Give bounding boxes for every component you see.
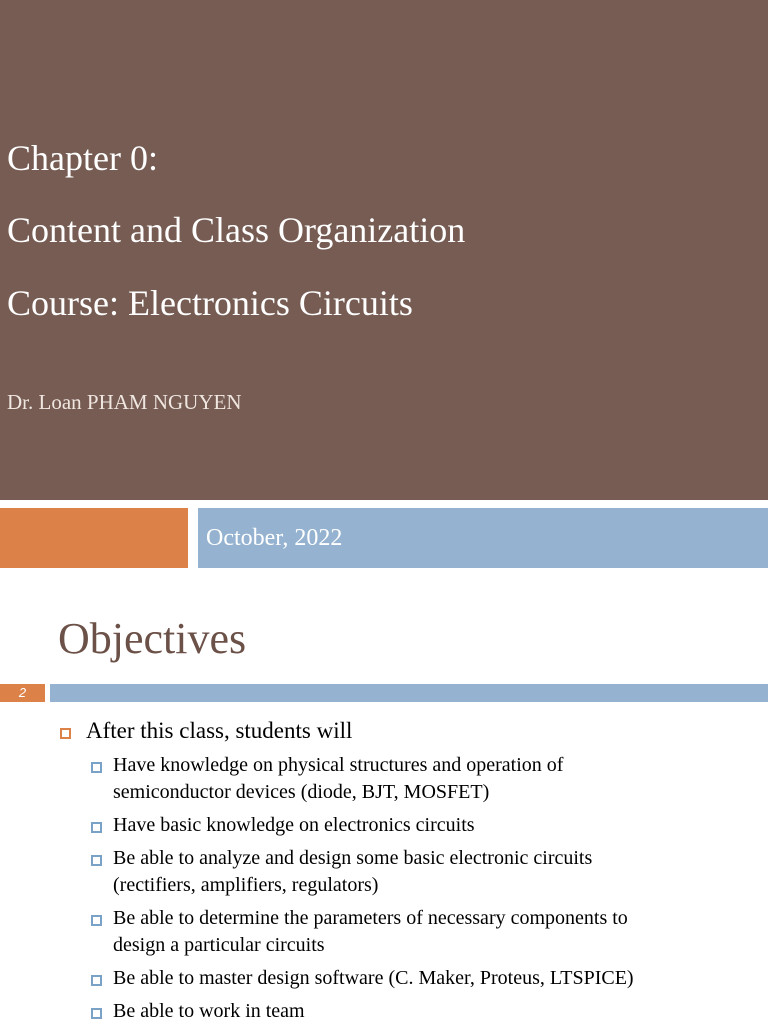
- square-bullet-icon: [91, 855, 102, 866]
- objective-item-4-line-1: Be able to determine the parameters of necessary components to: [113, 907, 628, 929]
- objective-item-1-line-1: Have knowledge on physical structures and operation of: [113, 754, 564, 776]
- author-name: Dr. Loan PHAM NGUYEN: [7, 390, 242, 414]
- square-bullet-icon: [91, 762, 102, 773]
- objective-item-5: Be able to master design software (C. Maker, Proteus, LTSPICE): [113, 967, 634, 989]
- objective-item-4-line-2: design a particular circuits: [113, 934, 325, 956]
- objective-item-2: Have basic knowledge on electronics circuits: [113, 814, 475, 836]
- objective-item-1-line-2: semiconductor devices (diode, BJT, MOSFET): [113, 781, 490, 803]
- objective-item-3-line-1: Be able to analyze and design some basic electronic circuits: [113, 847, 593, 869]
- content-title: Content and Class Organization: [7, 210, 466, 250]
- objectives-intro: After this class, students will: [86, 718, 353, 743]
- chapter-title: Chapter 0:: [7, 138, 158, 178]
- square-bullet-icon: [91, 1008, 102, 1019]
- square-bullet-icon: [91, 975, 102, 986]
- objectives-accent-bar: [50, 684, 768, 702]
- objectives-title: Objectives: [58, 614, 247, 663]
- page-number: 2: [18, 685, 27, 700]
- course-title: Course: Electronics Circuits: [7, 283, 413, 323]
- square-bullet-icon: [91, 822, 102, 833]
- presentation-date: October, 2022: [206, 525, 343, 551]
- objective-item-3-line-2: (rectifiers, amplifiers, regulators): [113, 874, 379, 896]
- objective-item-6: Be able to work in team: [113, 1000, 305, 1022]
- orange-accent-bar: [0, 508, 188, 568]
- square-bullet-icon: [60, 728, 71, 739]
- square-bullet-icon: [91, 915, 102, 926]
